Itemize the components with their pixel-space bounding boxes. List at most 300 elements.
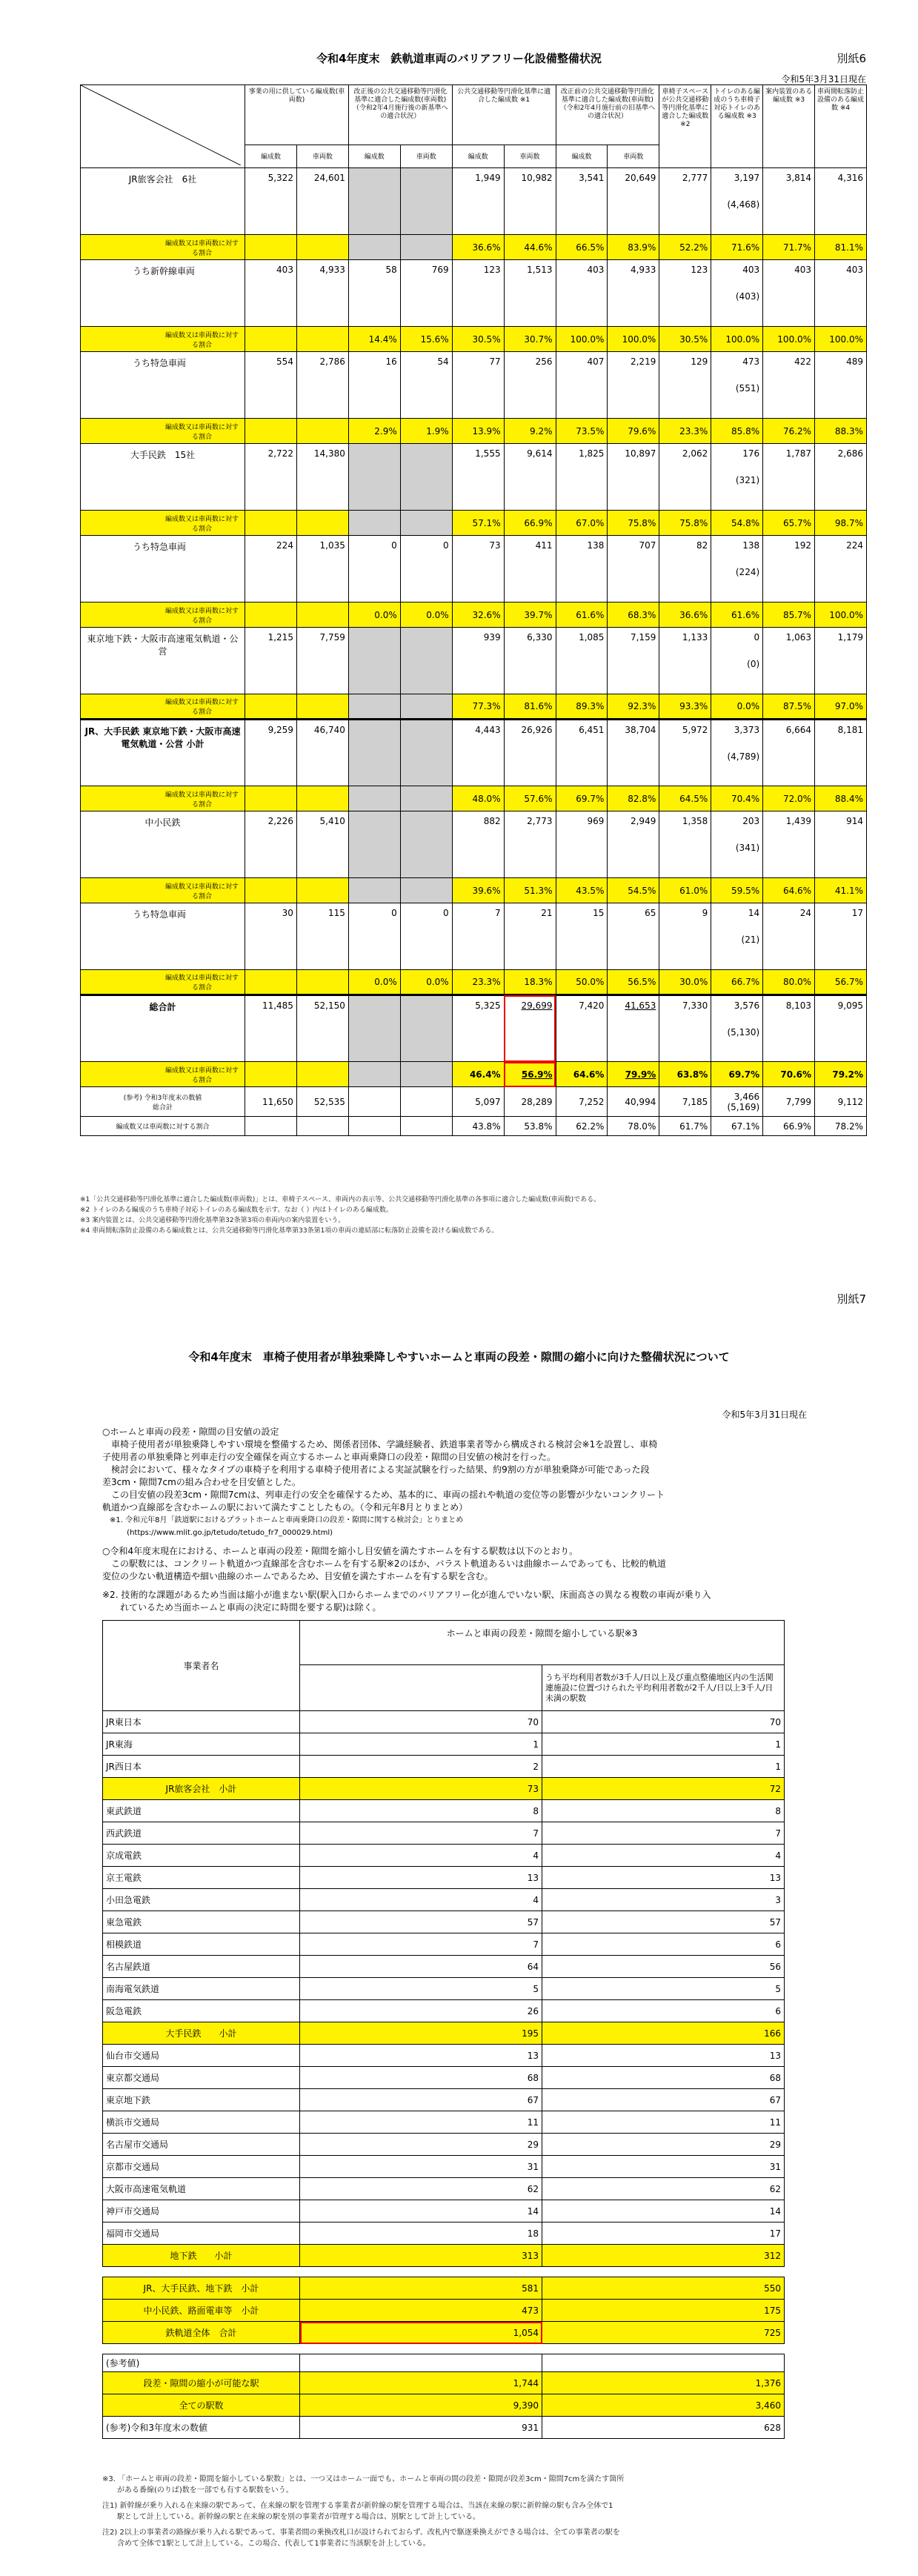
- cell-value: 3,197: [734, 173, 760, 183]
- header-col3: 公共交通移動等円滑化基準に適合した編成数 ※1: [452, 85, 556, 145]
- vehicle-barrier-free-table: [80, 84, 867, 1136]
- cell-value: 2,062: [659, 444, 711, 511]
- ratio-value: 82.8%: [608, 786, 659, 811]
- cell-value: 9: [659, 903, 711, 970]
- ratio-label: 編成数又は車両数に対する割合: [81, 878, 245, 903]
- note-line: 駅として計上している。新幹線の駅と在来線の駅を別の事業者が管理する場合は、別駅として計上している。: [102, 2513, 480, 2521]
- ratio-value: 54.8%: [711, 511, 763, 536]
- toilet-train-count: (21): [741, 935, 760, 945]
- cell-value: 2,722: [245, 444, 297, 511]
- ratio-label: 編成数又は車両数に対する割合: [81, 694, 245, 720]
- toilet-train-count: (4,789): [727, 751, 760, 762]
- ratio-label: 編成数又は車両数に対する割合: [81, 970, 245, 995]
- cell-value: [400, 168, 452, 235]
- ratio-value: [348, 878, 400, 903]
- ratio-value: 61.6%: [711, 602, 763, 628]
- reduced-station-count: 4: [300, 1845, 542, 1867]
- reduced-station-count: 64: [300, 1956, 542, 1978]
- cell-value: 2,226: [245, 811, 297, 878]
- page-bessi-6: [0, 0, 918, 1275]
- ratio-value: [400, 235, 452, 260]
- cell-value: [711, 811, 763, 878]
- intro-line: 子使用者の単独乗降と列車走行の安全確保を両立するホームと車両乗降口の段差・隙間の目安値の検討を行った。: [102, 1452, 556, 1462]
- ratio-value: 66.7%: [711, 970, 763, 995]
- ratio-value: 67.0%: [556, 511, 608, 536]
- cell-value: 30: [245, 903, 297, 970]
- ratio-value: 77.3%: [452, 694, 504, 720]
- ratio-value: 57.6%: [504, 786, 556, 811]
- priority-station-count: 725: [542, 2322, 785, 2344]
- table-row: [103, 1845, 785, 1867]
- ratio-value: 0.0%: [348, 970, 400, 995]
- reference-ratio-label: 編成数又は車両数に対する割合: [81, 1117, 245, 1136]
- ratio-value: [296, 878, 348, 903]
- page2-attachment-label: 別紙7: [836, 1292, 866, 1306]
- header-sharyo: 車両数: [608, 145, 659, 167]
- priority-station-count: 1: [542, 1733, 785, 1756]
- cell-value: 403: [742, 265, 760, 275]
- cell-value: 10,897: [608, 444, 659, 511]
- intro-line: 変位の少ない軌道構造や細い曲線のホームであるため、目安値を満たすホームを有する駅を含む。: [102, 1571, 493, 1581]
- priority-station-count: 312: [542, 2245, 785, 2267]
- ratio-value: [245, 419, 297, 444]
- toilet-train-count: (0): [747, 659, 760, 669]
- priority-station-count: 6: [542, 2000, 785, 2022]
- ratio-value: 13.9%: [452, 419, 504, 444]
- ratio-row: [81, 327, 867, 352]
- reduced-station-count: 7: [300, 1933, 542, 1956]
- priority-station-count: 1,376: [542, 2372, 785, 2394]
- ratio-value: 0.0%: [348, 602, 400, 628]
- cell-value: 5,410: [296, 811, 348, 878]
- priority-station-count: 31: [542, 2156, 785, 2178]
- header-spacer: [300, 1665, 542, 1711]
- header-operator: 事業者名: [103, 1621, 300, 1711]
- intro-line: 車椅子使用者が単独乗降しやすい環境を整備するため、関係者団体、学識経験者、鉄道事業者等から構成される検討会※1を設置し、車椅: [102, 1439, 658, 1450]
- cell-value: 1,513: [504, 260, 556, 327]
- cell-value: [348, 995, 400, 1062]
- cell-value: [348, 168, 400, 235]
- cell-value: 7,759: [296, 628, 348, 694]
- intro-line: この目安値の段差3cm・隙間7cmは、列車走行の安全を確保するため、基本的に、車両の揺れや軌道の変位等の影響が少ないコンクリート: [102, 1490, 665, 1500]
- priority-station-count: 3: [542, 1889, 785, 1911]
- ratio-value: 69.7%: [556, 786, 608, 811]
- cell-value: 24,601: [296, 168, 348, 235]
- note-line: 含めて全体で1駅として計上している。この場合、代表して1事業者に当該駅を計上している。: [102, 2540, 430, 2548]
- cell-value: [711, 444, 763, 511]
- cell-value: 29,699: [504, 995, 556, 1062]
- cell-value: 73: [452, 536, 504, 602]
- reference-ratio-row: [81, 1117, 867, 1136]
- ratio-value: 57.1%: [452, 511, 504, 536]
- ratio-value: 100.0%: [815, 602, 867, 628]
- reference-value: 7,252: [556, 1087, 608, 1117]
- ratio-value: [245, 602, 297, 628]
- cell-value: 4,933: [296, 260, 348, 327]
- ratio-value: 81.6%: [504, 694, 556, 720]
- cell-value: 203: [742, 816, 760, 826]
- ratio-row: [81, 786, 867, 811]
- table-row: [103, 1800, 785, 1822]
- cell-value: 14: [748, 908, 760, 918]
- page-bessi-7: [0, 1275, 918, 2576]
- cell-value: 489: [815, 352, 867, 419]
- priority-station-count: 3,460: [542, 2394, 785, 2417]
- toilet-train-count: (403): [735, 291, 760, 302]
- ratio-label: 編成数又は車両数に対する割合: [81, 235, 245, 260]
- operator-name: 名古屋鉄道: [103, 1956, 300, 1978]
- operator-name: JR西日本: [103, 1756, 300, 1778]
- ratio-value: 70.6%: [763, 1062, 815, 1087]
- table-row: [103, 2000, 785, 2022]
- ratio-value: 30.7%: [504, 327, 556, 352]
- header-sharyo: 車両数: [400, 145, 452, 167]
- header-col7: 案内装置のある編成数 ※3: [763, 85, 815, 168]
- cell-value: 1,179: [815, 628, 867, 694]
- row-name: JR、大手民鉄 東京地下鉄・大阪市高速電気軌道・公営 小計: [81, 720, 245, 786]
- operator-name: 福岡市交通局: [103, 2223, 300, 2245]
- reduced-station-count: 18: [300, 2223, 542, 2245]
- reduced-station-count: 31: [300, 2156, 542, 2178]
- spacer: [300, 2354, 542, 2372]
- cell-value: 2,786: [296, 352, 348, 419]
- ratio-value: 64.5%: [659, 786, 711, 811]
- reduced-station-count: 9,390: [300, 2394, 542, 2417]
- priority-station-count: 72: [542, 1778, 785, 1800]
- reference-heading-row: [103, 2354, 785, 2372]
- page2-title: 令和4年度末 車椅子使用者が単独乗降しやすいホームと車両の段差・隙間の縮小に向けた整備状況について: [188, 1350, 730, 1364]
- header-col4: 改正前の公共交通移動等円滑化基準に適合した編成数(車両数)（令和2年4月施行前の旧基準への適合状況）: [556, 85, 659, 145]
- cell-value: [711, 260, 763, 327]
- operator-name: 相模鉄道: [103, 1933, 300, 1956]
- toilet-train-count: (321): [735, 475, 760, 485]
- operator-name: JR、大手民鉄、地下鉄 小計: [103, 2277, 300, 2300]
- page1-as-of: 令和5年3月31日現在: [781, 74, 866, 84]
- ratio-value: [296, 511, 348, 536]
- priority-station-count: 1: [542, 1756, 785, 1778]
- cell-value: 5,325: [452, 995, 504, 1062]
- cell-value: 2,949: [608, 811, 659, 878]
- diagonal-line: [81, 85, 241, 165]
- header-reduced-stations: ホームと車両の段差・隙間を縮小している駅※3: [300, 1621, 785, 1665]
- cell-value: 1,787: [763, 444, 815, 511]
- ratio-value: 56.9%: [504, 1062, 556, 1087]
- cell-value: 0: [400, 903, 452, 970]
- cell-value: 403: [815, 260, 867, 327]
- cell-value: 24: [763, 903, 815, 970]
- ratio-label: 編成数又は車両数に対する割合: [81, 327, 245, 352]
- ratio-value: 41.1%: [815, 878, 867, 903]
- ratio-value: [348, 1062, 400, 1087]
- page2-intro: [102, 1426, 711, 1614]
- ratio-value: [296, 419, 348, 444]
- ratio-value: [296, 694, 348, 720]
- cell-value: 4,443: [452, 720, 504, 786]
- ratio-row: [81, 1062, 867, 1087]
- cell-value: [711, 995, 763, 1062]
- priority-station-count: 11: [542, 2111, 785, 2134]
- cell-value: [348, 628, 400, 694]
- cell-value: 54: [400, 352, 452, 419]
- cell-value: 939: [452, 628, 504, 694]
- table-row: [103, 1778, 785, 1800]
- ratio-label: 編成数又は車両数に対する割合: [81, 1062, 245, 1087]
- ratio-value: 46.4%: [452, 1062, 504, 1087]
- table-row: [103, 1822, 785, 1845]
- cell-value: [400, 995, 452, 1062]
- ratio-value: 54.5%: [608, 878, 659, 903]
- cell-value: 769: [400, 260, 452, 327]
- reduced-station-count: 1: [300, 1733, 542, 1756]
- intro-line: 検討会において、様々なタイプの車椅子を利用する車椅子使用者による実証試験を行った結果、約9割の方が単独乗降が可能であった段: [102, 1464, 650, 1475]
- cell-value: 9,614: [504, 444, 556, 511]
- operator-name: JR東海: [103, 1733, 300, 1756]
- ratio-value: 88.3%: [815, 419, 867, 444]
- reduced-station-count: 473: [300, 2300, 542, 2322]
- ratio-value: 0.0%: [711, 694, 763, 720]
- reference-value: 9,112: [815, 1087, 867, 1117]
- cell-value: 224: [245, 536, 297, 602]
- reference-ratio-value: 67.1%: [711, 1117, 763, 1136]
- cell-value: 2,219: [608, 352, 659, 419]
- ratio-value: 97.0%: [815, 694, 867, 720]
- header-hensei: 編成数: [556, 145, 608, 167]
- cell-value: [711, 903, 763, 970]
- reduced-station-count: 68: [300, 2067, 542, 2089]
- cell-value: 2,777: [659, 168, 711, 235]
- ratio-row: [81, 511, 867, 536]
- ratio-value: 56.5%: [608, 970, 659, 995]
- reference-label-line: 総合計: [153, 1103, 173, 1112]
- table-row: [103, 2178, 785, 2200]
- operator-name: JR旅客会社 小計: [103, 1778, 300, 1800]
- cell-value: 3,814: [763, 168, 815, 235]
- reference-value: 7,185: [659, 1087, 711, 1117]
- spacer: [103, 2344, 300, 2354]
- ratio-value: 100.0%: [815, 327, 867, 352]
- table-row: [81, 168, 867, 235]
- page2-as-of: 令和5年3月31日現在: [722, 1410, 807, 1420]
- reference-ratio-value: [348, 1117, 400, 1136]
- operator-name: 東急電鉄: [103, 1911, 300, 1933]
- ratio-value: 89.3%: [556, 694, 608, 720]
- ratio-value: 76.2%: [763, 419, 815, 444]
- intro-line: (https://www.mlit.go.jp/tetudo/tetudo_fr7_000029.html): [102, 1529, 333, 1537]
- reduced-station-count: 7: [300, 1822, 542, 1845]
- cell-value: [348, 811, 400, 878]
- ratio-value: 14.4%: [348, 327, 400, 352]
- reference-value: [400, 1087, 452, 1117]
- ratio-value: 39.6%: [452, 878, 504, 903]
- cell-value: 6,330: [504, 628, 556, 694]
- reduced-station-count: 5: [300, 1978, 542, 2000]
- note-line: ※3. 「ホームと車両の段差・隙間を縮小している駅数」とは、一つ又はホーム一面でも、ホームと車両の間の段差・隙間が段差3cm・隙間7cmを満たす箇所: [102, 2475, 625, 2483]
- priority-station-count: 57: [542, 1911, 785, 1933]
- ratio-value: 66.9%: [504, 511, 556, 536]
- spacer: [542, 2267, 785, 2277]
- cell-value: [711, 352, 763, 419]
- spacer: [542, 2354, 785, 2372]
- reference-ratio-value: 53.8%: [504, 1117, 556, 1136]
- cell-value: 65: [608, 903, 659, 970]
- cell-value: [711, 628, 763, 694]
- table-row: [81, 811, 867, 878]
- ratio-value: 61.6%: [556, 602, 608, 628]
- cell-value: 3,576: [734, 1000, 760, 1011]
- row-name: 中小民鉄: [81, 811, 245, 878]
- operator-name: 東京地下鉄: [103, 2089, 300, 2111]
- operator-name: 阪急電鉄: [103, 2000, 300, 2022]
- ratio-value: 75.8%: [608, 511, 659, 536]
- table-row: [81, 720, 867, 786]
- ratio-value: [296, 235, 348, 260]
- reference-ratio-value: [400, 1117, 452, 1136]
- page1-notes: [80, 1195, 600, 1236]
- operator-name: 鉄軌道全体 合計: [103, 2322, 300, 2344]
- cell-value: 0: [754, 632, 760, 643]
- cell-value: 407: [556, 352, 608, 419]
- intro-line: ○ホームと車両の段差・隙間の目安値の設定: [102, 1427, 279, 1437]
- cell-value: 11,485: [245, 995, 297, 1062]
- cell-value: 411: [504, 536, 556, 602]
- ratio-value: 43.5%: [556, 878, 608, 903]
- priority-station-count: 56: [542, 1956, 785, 1978]
- toilet-train-count: (224): [735, 567, 760, 577]
- intro-line: ○令和4年度末現在における、ホームと車両の段差・隙間を縮小し目安値を満たすホームを有する駅数は以下のとおり。: [102, 1546, 579, 1556]
- cell-value: [400, 444, 452, 511]
- table-row: [103, 2200, 785, 2223]
- table-row: [103, 2067, 785, 2089]
- cell-value: 403: [763, 260, 815, 327]
- intro-line: ※2. 技術的な課題があるため当面は縮小が進まない駅(駅入口からホームまでのバリアフリー化が進んでいない駅、床面高さの異なる複数の車両が乗り入: [102, 1590, 711, 1600]
- operator-name: 京都市交通局: [103, 2156, 300, 2178]
- cell-value: 20,649: [608, 168, 659, 235]
- cell-value: 123: [659, 260, 711, 327]
- reference-ratio-value: 66.9%: [763, 1117, 815, 1136]
- ratio-value: [245, 511, 297, 536]
- header-col5: 車椅子スペースが公共交通移動等円滑化基準に適合した編成数 ※2: [659, 85, 711, 168]
- cell-value: 403: [556, 260, 608, 327]
- cell-value: 77: [452, 352, 504, 419]
- ratio-value: 64.6%: [763, 878, 815, 903]
- priority-station-count: 14: [542, 2200, 785, 2223]
- note-line: ※2 トイレのある編成のうち車椅子対応トイレのある編成数を示す。なお（ ）内はトイレのある編成数。: [80, 1206, 393, 1214]
- ratio-value: 23.3%: [659, 419, 711, 444]
- ratio-value: 70.4%: [711, 786, 763, 811]
- cell-value: 82: [659, 536, 711, 602]
- table-row: [81, 536, 867, 602]
- ratio-value: 72.0%: [763, 786, 815, 811]
- operator-name: 東武鉄道: [103, 1800, 300, 1822]
- toilet-train-count: (341): [735, 843, 760, 853]
- cell-value: 224: [815, 536, 867, 602]
- priority-station-count: 6: [542, 1933, 785, 1956]
- ratio-value: 61.0%: [659, 878, 711, 903]
- ratio-value: [245, 786, 297, 811]
- page1-title: 令和4年度末 鉄軌道車両のバリアフリー化設備整備状況: [316, 52, 602, 65]
- cell-value: [711, 168, 763, 235]
- ratio-value: 48.0%: [452, 786, 504, 811]
- diagonal-header-cell: [81, 85, 245, 168]
- ratio-value: 79.2%: [815, 1062, 867, 1087]
- row-name: うち特急車両: [81, 352, 245, 419]
- priority-station-count: 8: [542, 1800, 785, 1822]
- ratio-value: 100.0%: [608, 327, 659, 352]
- reduced-station-count: 931: [300, 2417, 542, 2439]
- operator-name: 地下鉄 小計: [103, 2245, 300, 2267]
- cell-value: 115: [296, 903, 348, 970]
- ratio-value: 79.6%: [608, 419, 659, 444]
- ratio-value: 63.8%: [659, 1062, 711, 1087]
- ratio-value: [245, 694, 297, 720]
- reference-value: 11,650: [245, 1087, 297, 1117]
- operator-name: 小田急電鉄: [103, 1889, 300, 1911]
- reference-label-line: (参考) 令和3年度末の数値: [123, 1094, 202, 1102]
- cell-value: [711, 720, 763, 786]
- header-col2: 改正後の公共交通移動等円滑化基準に適合した編成数(車両数)（令和2年4月施行後の新基準への適合状況）: [348, 85, 452, 145]
- table-row: [81, 628, 867, 694]
- table-row: [103, 1933, 785, 1956]
- toilet-train-count: (4,468): [727, 199, 760, 210]
- cell-value: 58: [348, 260, 400, 327]
- reference-ratio-value: 78.0%: [608, 1117, 659, 1136]
- reference-value: 3,466: [734, 1091, 760, 1102]
- ratio-value: [296, 970, 348, 995]
- reference-ratio-value: 43.8%: [452, 1117, 504, 1136]
- cell-value: 7: [452, 903, 504, 970]
- table-row: [81, 352, 867, 419]
- reference-ratio-value: 62.2%: [556, 1117, 608, 1136]
- cell-value: 7,330: [659, 995, 711, 1062]
- ratio-row: [81, 602, 867, 628]
- ratio-value: 66.5%: [556, 235, 608, 260]
- ratio-value: 36.6%: [659, 602, 711, 628]
- priority-station-count: 70: [542, 1711, 785, 1733]
- reduced-station-count: 73: [300, 1778, 542, 1800]
- page1-attachment-label: 別紙6: [836, 52, 866, 65]
- spacer-row: [103, 2344, 785, 2354]
- table-row: [103, 2223, 785, 2245]
- ratio-value: 52.2%: [659, 235, 711, 260]
- reduced-station-count: 1,744: [300, 2372, 542, 2394]
- header-hensei: 編成数: [348, 145, 400, 167]
- priority-station-count: 17: [542, 2223, 785, 2245]
- ratio-value: 36.6%: [452, 235, 504, 260]
- cell-value: 422: [763, 352, 815, 419]
- table-row: [81, 444, 867, 511]
- row-name: JR旅客会社 6社: [81, 168, 245, 235]
- reference-value: [711, 1087, 763, 1117]
- operator-name: 中小民鉄、路面電車等 小計: [103, 2300, 300, 2322]
- table-row: [103, 2322, 785, 2344]
- ratio-value: 68.3%: [608, 602, 659, 628]
- row-name: うち新幹線車両: [81, 260, 245, 327]
- cell-value: 1,035: [296, 536, 348, 602]
- cell-value: 882: [452, 811, 504, 878]
- table-row: [103, 1978, 785, 2000]
- header-hensei: 編成数: [245, 145, 297, 167]
- ratio-value: 81.1%: [815, 235, 867, 260]
- reduced-station-count: 313: [300, 2245, 542, 2267]
- cell-value: 0: [348, 903, 400, 970]
- cell-value: 192: [763, 536, 815, 602]
- table-row: [103, 1711, 785, 1733]
- priority-station-count: 5: [542, 1978, 785, 2000]
- cell-value: 41,653: [608, 995, 659, 1062]
- row-name: 東京地下鉄・大阪市高速電気軌道・公営: [81, 628, 245, 694]
- cell-value: 256: [504, 352, 556, 419]
- platform-gap-table: [102, 1620, 785, 2439]
